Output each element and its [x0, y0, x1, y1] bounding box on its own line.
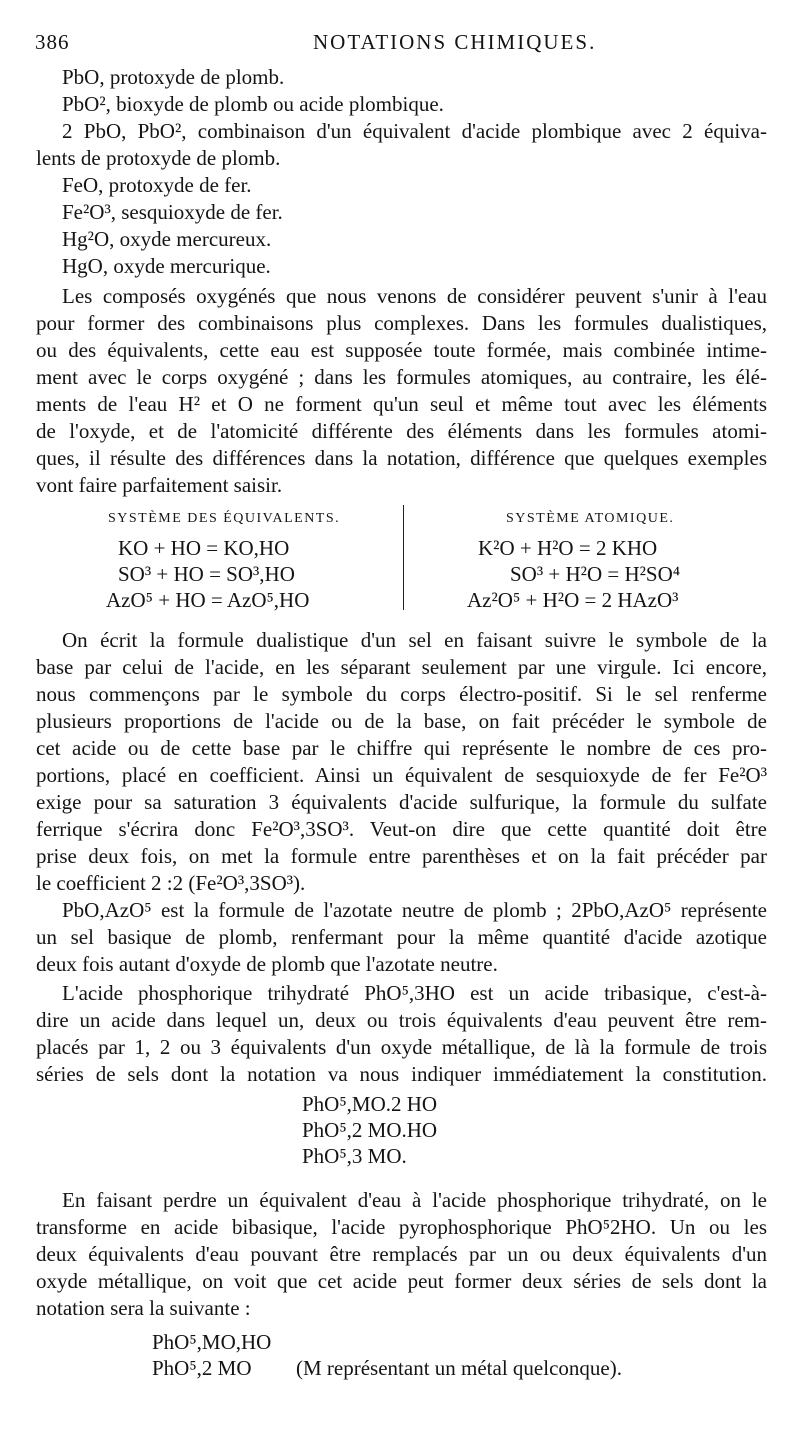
- paragraph-line: En faisant perdre un équivalent d'eau à l'acide phosphorique trihydraté, on le: [62, 1188, 767, 1212]
- paragraph-line: On écrit la formule dualistique d'un sel en faisant suivre le symbole de la: [62, 628, 767, 652]
- paragraph-line: deux équivalents d'eau pouvant être remplacés par un ou deux équivalents d'un: [36, 1242, 767, 1266]
- paragraph-line: oxyde métallique, on voit que cet acide peut former deux séries de sels dont la: [36, 1269, 767, 1293]
- paragraph-line: L'acide phosphorique trihydraté PhO⁵,3HO est un acide tribasique, c'est-à-: [62, 981, 767, 1005]
- formula: PhO⁵,2 MO: [152, 1356, 252, 1380]
- list-item: HgO, oxyde mercurique.: [62, 254, 271, 278]
- paragraph-line: Les composés oxygénés que nous venons de considérer peuvent s'unir à l'eau: [62, 284, 767, 308]
- paragraph-line: plusieurs proportions de l'acide ou de la base, on fait précéder le symbole de: [36, 709, 767, 733]
- paragraph-line: cet acide ou de cette base par le chiffre qui représente le nombre de ces pro-: [36, 736, 767, 760]
- paragraph-line: ment avec le corps oxygéné ; dans les formules atomiques, au contraire, les élé-: [36, 365, 767, 389]
- paragraph-line: un sel basique de plomb, renfermant pour la même quantité d'acide azotique: [36, 925, 767, 949]
- atomic-heading: SYSTÈME ATOMIQUE.: [506, 511, 675, 526]
- paragraph-line: base par celui de l'acide, en les séparant seulement par une virgule. Ici encore,: [36, 655, 767, 679]
- equation-equivalents: SO³ + HO = SO³,HO: [118, 562, 295, 586]
- page-number: 386: [35, 30, 70, 54]
- paragraph-line: nous commençons par le symbole du corps électro-positif. Si le sel renferme: [36, 682, 767, 706]
- paragraph-line: placés par 1, 2 ou 3 équivalents d'un oxyde métallique, de là la formule de trois: [36, 1035, 767, 1059]
- paragraph-line: séries de sels dont la notation va nous indiquer immédiatement la constitution.: [36, 1062, 767, 1086]
- paragraph-line: ferrique s'écrira donc Fe²O³,3SO³. Veut-on dire que cette quantité doit être: [36, 817, 767, 841]
- equivalents-heading: SYSTÈME DES ÉQUIVALENTS.: [108, 511, 341, 526]
- list-item: Fe²O³, sesquioxyde de fer.: [62, 200, 283, 224]
- equation-atomic: SO³ + H²O = H²SO⁴: [510, 562, 681, 586]
- paragraph-line: ou des équivalents, cette eau est supposée toute formée, mais combinée intime-: [36, 338, 767, 362]
- equation-equivalents: KO + HO = KO,HO: [118, 536, 290, 560]
- paragraph-line: transforme en acide bibasique, l'acide pyrophosphorique PhO⁵2HO. Un ou les: [36, 1215, 767, 1239]
- formula: PhO⁵,2 MO.HO: [302, 1118, 438, 1142]
- paragraph-line: pour former des combinaisons plus complexes. Dans les formules dualistiques,: [36, 311, 767, 335]
- table-divider: [403, 505, 404, 610]
- paragraph-line: deux fois autant d'oxyde de plomb que l'azotate neutre.: [36, 952, 498, 976]
- list-item: 2 PbO, PbO², combinaison d'un équivalent d'acide plombique avec 2 équiva-: [62, 119, 767, 143]
- paragraph-line: ments de l'eau H² et O ne forment qu'un seul et même tout avec les éléments: [36, 392, 767, 416]
- paragraph-line: PbO,AzO⁵ est la formule de l'azotate neutre de plomb ; 2PbO,AzO⁵ représente: [62, 898, 767, 922]
- list-item: PbO², bioxyde de plomb ou acide plombique.: [62, 92, 444, 116]
- paragraph-line: prise deux fois, on met la formule entre parenthèses et on la fait précéder par: [36, 844, 767, 868]
- running-title: NOTATIONS CHIMIQUES.: [313, 30, 597, 54]
- paragraph-line: le coefficient 2 :2 (Fe²O³,3SO³).: [36, 871, 306, 895]
- equation-atomic: K²O + H²O = 2 KHO: [478, 536, 658, 560]
- formula: PhO⁵,3 MO.: [302, 1144, 407, 1168]
- equation-equivalents: AzO⁵ + HO = AzO⁵,HO: [106, 588, 310, 612]
- equation-atomic: Az²O⁵ + H²O = 2 HAzO³: [467, 588, 679, 612]
- list-item: FeO, protoxyde de fer.: [62, 173, 252, 197]
- paragraph-line: de l'oxyde, et de l'atomicité différente des éléments dans les formules atomi-: [36, 419, 767, 443]
- paragraph-line: portions, placé en coefficient. Ainsi un équivalent de sesquioxyde de fer Fe²O³: [36, 763, 767, 787]
- formula: PhO⁵,MO.2 HO: [302, 1092, 438, 1116]
- list-item: PbO, protoxyde de plomb.: [62, 65, 285, 89]
- paragraph-line: exige pour sa saturation 3 équivalents d'acide sulfurique, la formule du sulfate: [36, 790, 767, 814]
- list-item: lents de protoxyde de plomb.: [36, 146, 281, 170]
- paragraph-line: notation sera la suivante :: [36, 1296, 251, 1320]
- paragraph-line: dire un acide dans lequel un, deux ou trois équivalents d'eau peuvent être rem-: [36, 1008, 767, 1032]
- formula-note: (M représentant un métal quelconque).: [296, 1356, 622, 1380]
- formula: PhO⁵,MO,HO: [152, 1330, 272, 1354]
- paragraph-line: ques, il résulte des différences dans la notation, différence que quelques exemples: [36, 446, 767, 470]
- page-header: [35, 30, 770, 58]
- paragraph-line: vont faire parfaitement saisir.: [36, 473, 283, 497]
- list-item: Hg²O, oxyde mercureux.: [62, 227, 272, 251]
